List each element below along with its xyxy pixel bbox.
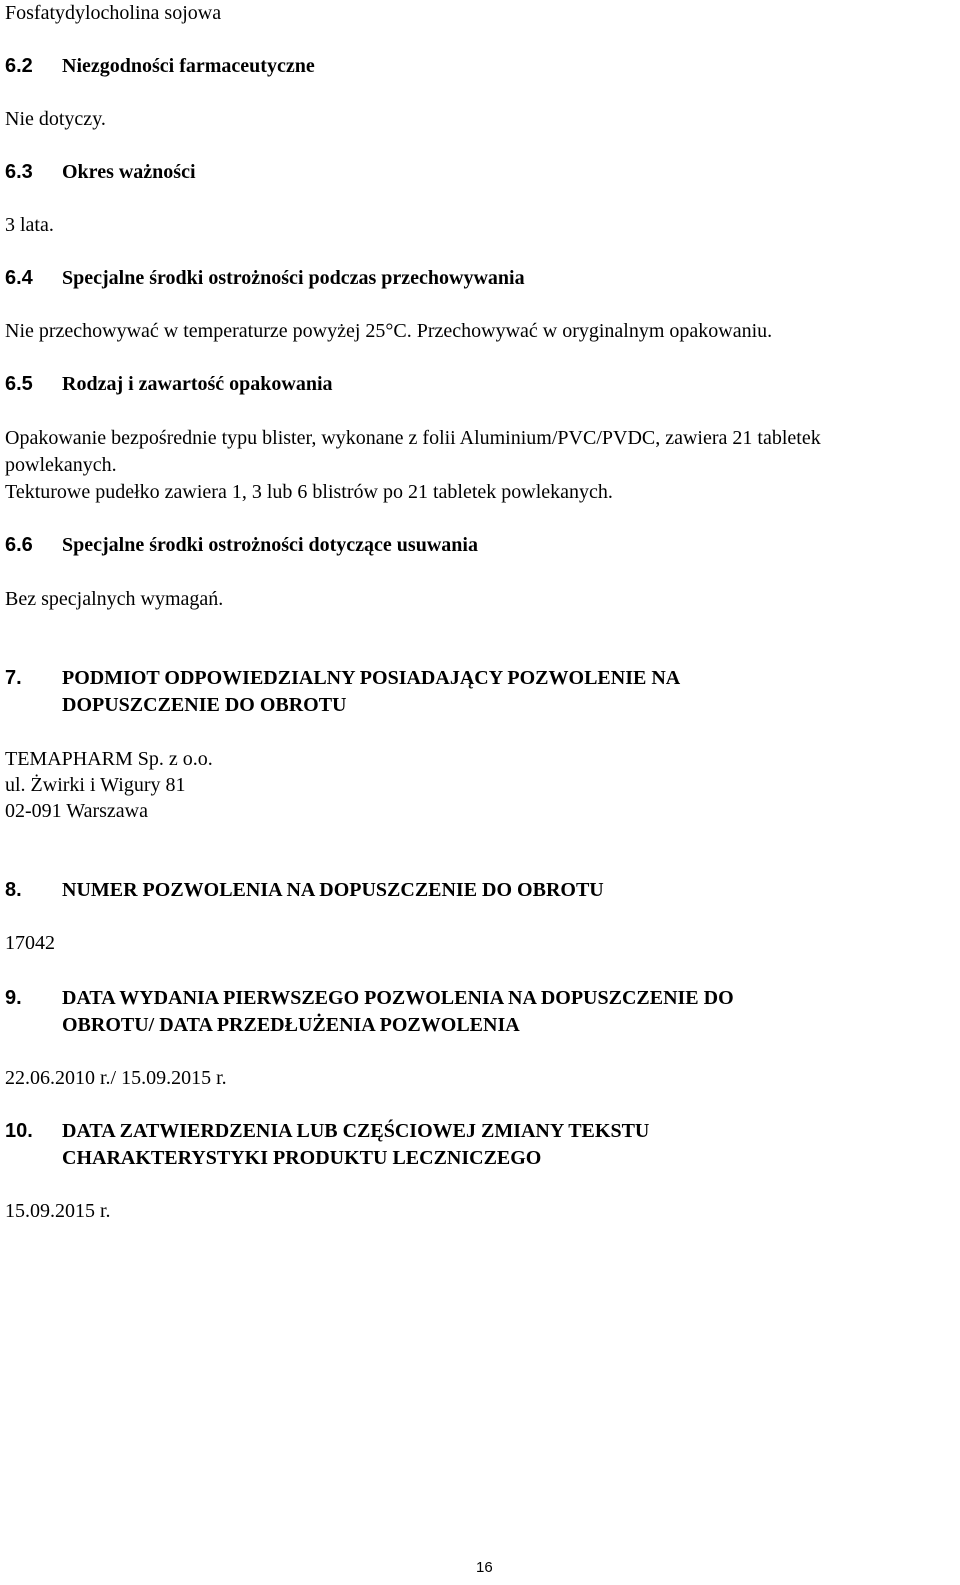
heading-title: DATA ZATWIERDZENIA LUB CZĘŚCIOWEJ ZMIANY TEKSTU xyxy=(62,1120,650,1142)
permit-number: 17042 xyxy=(5,932,55,954)
section-6-5-text-1: Opakowanie bezpośrednie typu blister, wykonane z folii Aluminium/PVC/PVDC, zawiera 21 tabletek xyxy=(5,427,821,449)
heading-number: 7. xyxy=(5,667,22,689)
heading-title: Niezgodności farmaceutyczne xyxy=(62,55,315,77)
section-6-5-text-3: Tekturowe pudełko zawiera 1, 3 lub 6 blistrów po 21 tabletek powlekanych. xyxy=(5,481,613,503)
excipient-line: Fosfatydylocholina sojowa xyxy=(5,2,222,24)
company-name: TEMAPHARM Sp. z o.o. xyxy=(5,748,213,770)
heading-10 xyxy=(5,1118,649,1145)
heading-9-line-2 xyxy=(5,1012,520,1039)
heading-6-6 xyxy=(5,532,478,559)
heading-title: Okres ważności xyxy=(62,161,196,183)
section-6-2-text: Nie dotyczy. xyxy=(5,108,106,130)
heading-6-4 xyxy=(5,265,525,292)
heading-title: DOPUSZCZENIE DO OBROTU xyxy=(62,694,347,716)
heading-6-2 xyxy=(5,53,315,80)
section-6-4-text: Nie przechowywać w temperaturze powyżej 25°C. Przechowywać w oryginalnym opakowaniu. xyxy=(5,320,773,342)
heading-title: Specjalne środki ostrożności podczas przechowywania xyxy=(62,267,525,289)
heading-title: OBROTU/ DATA PRZEDŁUŻENIA POZWOLENIA xyxy=(62,1014,520,1036)
heading-7-line-2 xyxy=(5,692,347,719)
heading-title: Specjalne środki ostrożności dotyczące usuwania xyxy=(62,534,478,556)
heading-number: 6.4 xyxy=(5,267,33,289)
heading-title: NUMER POZWOLENIA NA DOPUSZCZENIE DO OBROTU xyxy=(62,879,604,901)
heading-9 xyxy=(5,985,734,1012)
heading-number: 6.6 xyxy=(5,534,33,556)
heading-title: DATA WYDANIA PIERWSZEGO POZWOLENIA NA DOPUSZCZENIE DO xyxy=(62,987,734,1009)
heading-10-line-2 xyxy=(5,1145,541,1172)
section-6-5-text-2: powlekanych. xyxy=(5,454,117,476)
heading-title: PODMIOT ODPOWIEDZIALNY POSIADAJĄCY POZWOLENIE NA xyxy=(62,667,681,689)
heading-7 xyxy=(5,665,680,692)
approval-date: 15.09.2015 r. xyxy=(5,1200,111,1222)
heading-6-5 xyxy=(5,371,333,398)
company-city: 02-091 Warszawa xyxy=(5,800,148,822)
heading-6-3 xyxy=(5,159,196,186)
permit-dates: 22.06.2010 r./ 15.09.2015 r. xyxy=(5,1067,227,1089)
heading-number: 10. xyxy=(5,1120,33,1142)
page-number: 16 xyxy=(476,1559,493,1576)
heading-number: 8. xyxy=(5,879,22,901)
section-6-3-text: 3 lata. xyxy=(5,214,54,236)
company-street: ul. Żwirki i Wigury 81 xyxy=(5,774,186,796)
heading-number: 6.3 xyxy=(5,161,33,183)
heading-title: CHARAKTERYSTYKI PRODUKTU LECZNICZEGO xyxy=(62,1147,542,1169)
heading-title: Rodzaj i zawartość opakowania xyxy=(62,373,333,395)
section-6-6-text: Bez specjalnych wymagań. xyxy=(5,588,224,610)
heading-8 xyxy=(5,877,604,904)
heading-number: 9. xyxy=(5,987,22,1009)
heading-number: 6.2 xyxy=(5,55,33,77)
heading-number: 6.5 xyxy=(5,373,33,395)
